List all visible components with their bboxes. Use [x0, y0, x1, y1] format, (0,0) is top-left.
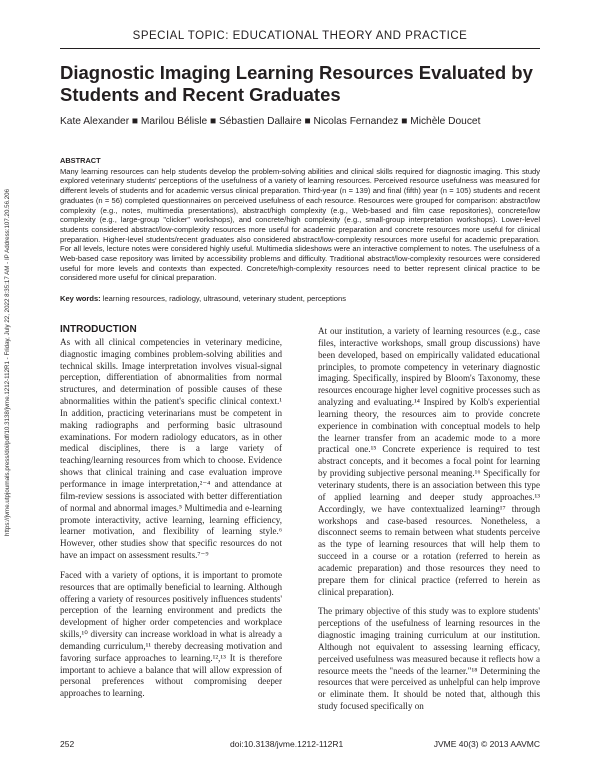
abstract-text: Many learning resources can help students develop the problem-solving abilities and clinical skills required for diagnostic imaging. This study explored veterinary students' perceptions of the usefulness of a variety of learning resources. Perceived resource usefulness was measured for different levels of students and for academic versus clinical preparation. Third-year (n = 139) and final (fifth) year (n = 105) students and recent graduates (n = 56) completed questionnaires on perceived usefulness of each resource. Resources were grouped for comparison: abstract/low complexity (e.g., notes, multimedia presentations), abstract/high complexity (e.g., Web-based and film case repositories), concrete/low complexity (e.g., large-group "clicker" workshops), and concrete/high complexity (e.g., small-group interpretation workshops). Lower-level students considered abstract/low-complexity resources more useful for academic preparation and concrete resources more useful for clinical preparation. Higher-level students/recent graduates also considered abstract/low-complexity resources more useful for academic preparation. For all levels, lecture notes were considered highly useful. Multimedia slideshows were an interactive complement to notes. The usefulness of a Web-based case repository was limited by accessibility problems and difficulty. Traditional abstract/low-complexity resources were considered useful for more levels and contexts than expected. Concrete/high-complexity resources need to better represent clinical practice to be considered more useful for clinical preparation.	[60, 166, 540, 283]
special-topic-header: SPECIAL TOPIC: EDUCATIONAL THEORY AND PRACTICE	[132, 30, 468, 42]
download-watermark: https://jvme.utpjournals.press/doi/pdf/10.3138/jvme.1212-112R1 - Friday, July 22, 2022 8:35:17 AM - IP Address:107.20.56.206	[4, 188, 11, 536]
keywords-text: learning resources, radiology, ultrasound, veterinary student, perceptions	[102, 294, 346, 303]
left-paragraph-1: As with all clinical competencies in veterinary medicine, diagnostic imaging combines problem-solving abilities and technical skills. Image interpretation involves visual-signal perception, differentiation of abnormalities from normal structures, and determination of possible causes of these abnormalities within the patient's specific clinical context.¹ In addition, practicing veterinarians must be competent in making radiographs and performing basic ultrasound examinations. For modern radiology educators, as in other medical disciplines, there is a large variety of teaching/learning resources from which to choose. Evidence shows that clinical training and case evaluation improve performance in image interpretation,²⁻⁴ and attendance at film-review sessions is associated with better differentiation of normal and abnormal images.⁵ Multimedia and e-learning promote interactivity, active learning, learning efficiency, learner motivation, and flexibility of learning style.⁶ However, other studies show that specific resources do not have an impact on assessment results.⁷⁻⁹	[60, 336, 282, 561]
keywords-label: Key words:	[60, 294, 101, 303]
abstract-section	[60, 156, 540, 283]
keywords-line	[60, 294, 540, 303]
left-column	[60, 324, 282, 708]
author-list: Kate Alexander ■ Marilou Bélisle ■ Sébastien Dallaire ■ Nicolas Fernandez ■ Michèle Doucet	[60, 116, 481, 127]
footer-journal: JVME 40(3) © 2013 AAVMC	[433, 739, 540, 749]
abstract-heading: ABSTRACT	[60, 156, 101, 165]
right-column	[318, 326, 540, 721]
paper-title: Diagnostic Imaging Learning Resources Evaluated by Students and Recent Graduates	[60, 62, 533, 105]
left-paragraph-2: Faced with a variety of options, it is important to promote resources that are optimally beneficial to learning. Although offering a variety of resources positively influences students' perception of the learning environment and predicts the development of higher order competencies and workplace skills,¹⁰ diversity can increase workload in what is already a demanding curriculum,¹¹ thereby decreasing motivation and favoring surface approaches to learning.¹²,¹³ It is therefore important to achieve a balance that will allow expression of personal preferences without compromising deeper approaches to learning.	[60, 569, 282, 699]
right-paragraph-1: At our institution, a variety of learning resources (e.g., case files, interactive workshops, small group discussions) have been developed, based on empirically validated educational principles, to promote competency in veterinary diagnostic imaging. Specifically, inspired by Bloom's Taxonomy, these resources encourage higher level cognitive processes such as analyzing and evaluating.¹⁴ Inspired by Kolb's experiential learning theory, the resources aim to provide concrete experience in combination with conceptual models to help the learner transfer from an academic mode to a more practical one.¹⁵ Concrete experience is required to test abstract concepts, and it becomes a focal point for learning by providing subjective personal meaning.¹⁶ Specifically for veterinary students, there is an association between this type of applied learning and deeper study approaches.¹³ Accordingly, we have contextualized learning¹⁷ through workshops and case-based resources. Nonetheless, a disconnect seems to remain between what students perceive as the type of learning resources that will help them to succeed in a course or a rotation (referred to herein as academic preparation) and those resources they need to prepare them for clinical practice (referred to herein as clinical preparation).	[318, 326, 540, 597]
footer-doi: doi:10.3138/jvme.1212-112R1	[230, 739, 344, 749]
page-number: 252	[60, 739, 75, 749]
header-divider	[60, 48, 540, 49]
right-paragraph-2: The primary objective of this study was to explore students' perceptions of the usefulness of learning resources in the diagnostic imaging training curriculum at our institution. Although not equivalent to assessing learning efficacy, perceived usefulness was measured because it reflects how a resource meets the "needs of the learner."¹⁸ Determining the resources that were perceived as unhelpful can help improve or eliminate them. It should be noted that, although this study focused specifically on	[318, 606, 540, 712]
introduction-heading: INTRODUCTION	[60, 324, 137, 335]
